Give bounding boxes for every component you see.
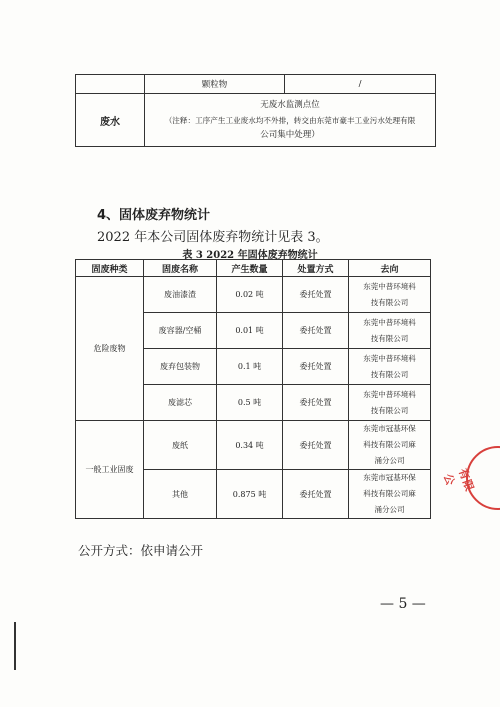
disposal-method: 委托处置 <box>283 349 349 385</box>
destination-line: 涌分公司 <box>374 505 405 514</box>
category-cell: 一般工业固废 <box>76 421 144 519</box>
blank-cell <box>76 75 145 94</box>
wastewater-label: 废水 <box>76 94 145 147</box>
waste-quantity: 0.34 吨 <box>217 421 283 470</box>
destination <box>349 313 431 349</box>
header-name: 固废名称 <box>144 260 217 277</box>
company-seal-text: 有限公 <box>440 466 477 494</box>
destination <box>349 470 431 519</box>
table-caption: 表 3 2022 年固体废弃物统计 <box>182 250 318 261</box>
destination <box>349 349 431 385</box>
disposal-method: 委托处置 <box>283 385 349 421</box>
disposal-method: 委托处置 <box>283 277 349 313</box>
note-line: 无废水监测点位 <box>260 99 320 110</box>
destination <box>349 277 431 313</box>
header-method: 处置方式 <box>283 260 349 277</box>
table-header-row <box>76 260 431 277</box>
waste-name: 废容器/空桶 <box>144 313 217 349</box>
destination-line: 科技有限公司麻 <box>363 489 416 498</box>
waste-quantity: 0.01 吨 <box>217 313 283 349</box>
destination-line: 科技有限公司麻 <box>363 440 416 449</box>
pollutant-value-cell: / <box>285 75 436 94</box>
disposal-method: 委托处置 <box>283 421 349 470</box>
waste-quantity: 0.875 吨 <box>217 470 283 519</box>
waste-quantity: 0.1 吨 <box>217 349 283 385</box>
page-number: — 5 — <box>380 596 426 612</box>
destination-line: 技有限公司 <box>370 297 409 307</box>
destination-line: 东莞中普环境科 <box>363 317 416 327</box>
waste-name: 废纸 <box>144 421 217 470</box>
destination-line: 技有限公司 <box>370 333 409 343</box>
table-row <box>76 421 431 470</box>
waste-name: 废滤芯 <box>144 385 217 421</box>
disposal-method: 委托处置 <box>283 470 349 519</box>
destination-line: 涌分公司 <box>374 456 405 465</box>
disposal-method: 委托处置 <box>283 313 349 349</box>
note-line: （注释：工序产生工业废水均不外排，转交由东莞市豪丰工业污水处理有限 <box>164 115 416 125</box>
note-line: 公司集中处理） <box>260 129 320 140</box>
destination <box>349 421 431 470</box>
category-cell: 危险废物 <box>76 277 144 421</box>
waste-name: 废油漆渣 <box>144 277 217 313</box>
pollutant-name-cell: 颗粒物 <box>145 75 285 94</box>
table-row <box>76 277 431 313</box>
wastewater-note <box>145 94 436 147</box>
destination <box>349 385 431 421</box>
waste-quantity: 0.5 吨 <box>217 385 283 421</box>
waste-quantity: 0.02 吨 <box>217 277 283 313</box>
header-destination: 去向 <box>349 260 431 277</box>
destination-line: 东莞中普环境科 <box>363 389 416 399</box>
header-quantity: 产生数量 <box>217 260 283 277</box>
waste-name: 废弃包装物 <box>144 349 217 385</box>
header-category: 固废种类 <box>76 260 144 277</box>
destination-line: 技有限公司 <box>370 369 409 379</box>
solid-waste-table <box>75 259 431 519</box>
waste-name: 其他 <box>144 470 217 519</box>
destination-line: 东莞市冠基环保 <box>363 473 416 482</box>
section-heading: 4、固体废弃物统计 <box>97 208 211 223</box>
destination-line: 东莞中普环境科 <box>363 353 416 363</box>
binding-margin-line <box>14 622 16 670</box>
destination-line: 技有限公司 <box>370 405 409 415</box>
section-intro: 2022 年本公司固体废弃物统计见表 3。 <box>97 230 329 245</box>
emission-table-fragment <box>75 74 436 147</box>
disclosure-method: 公开方式：依申请公开 <box>78 543 204 558</box>
destination-line: 东莞中普环境科 <box>363 281 416 291</box>
destination-line: 东莞市冠基环保 <box>363 424 416 433</box>
